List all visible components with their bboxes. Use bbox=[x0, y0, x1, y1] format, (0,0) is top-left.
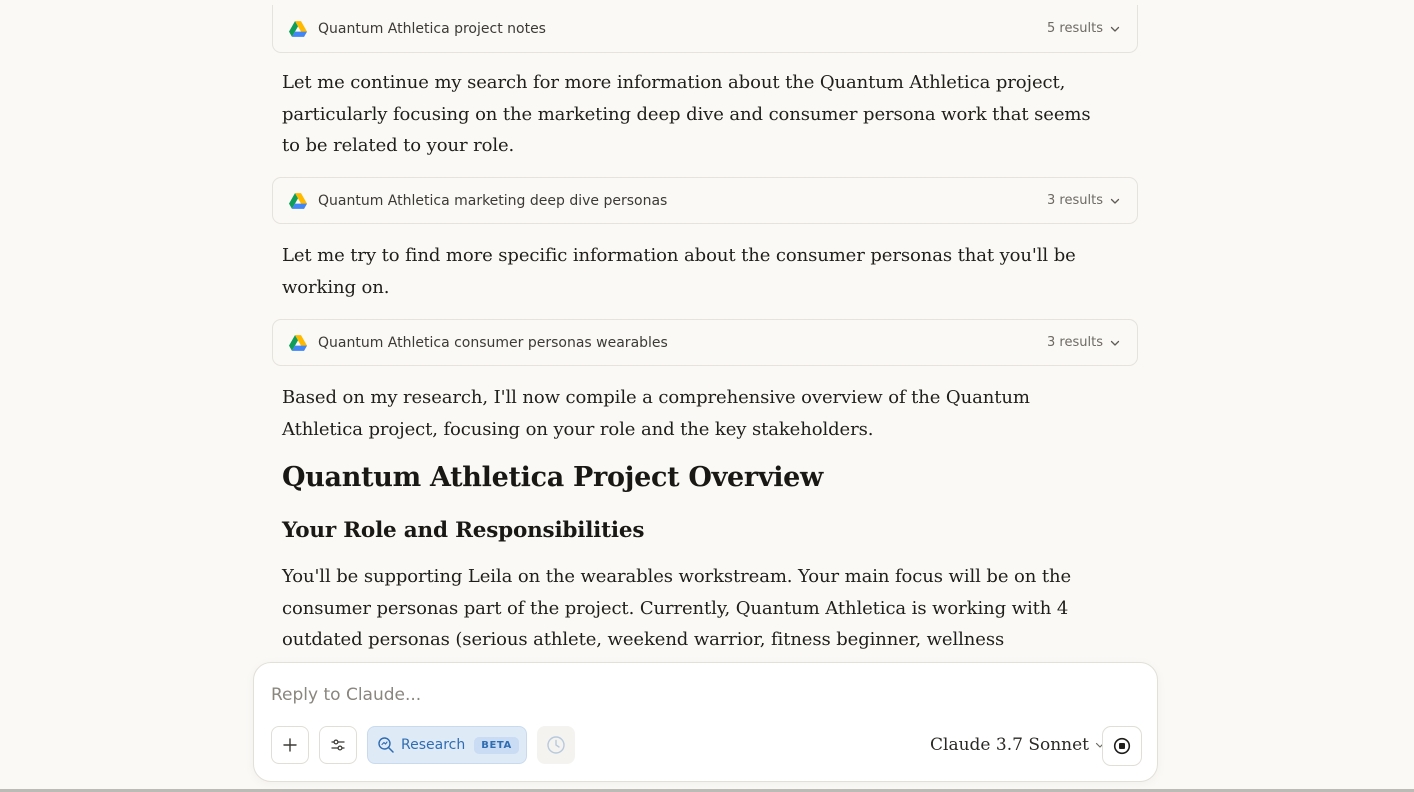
results-count-text: 3 results bbox=[1047, 193, 1103, 208]
section-heading: Quantum Athletica Project Overview bbox=[282, 462, 823, 493]
results-count bbox=[1047, 335, 1121, 350]
chevron-down-icon bbox=[1109, 337, 1121, 349]
sliders-icon bbox=[330, 737, 346, 753]
research-label: Research bbox=[401, 737, 466, 753]
chevron-down-icon bbox=[1109, 195, 1121, 207]
model-name: Claude 3.7 Sonnet bbox=[930, 735, 1089, 755]
beta-badge: BETA bbox=[474, 737, 519, 754]
reply-composer bbox=[253, 662, 1158, 782]
add-attachment-button[interactable] bbox=[271, 726, 309, 764]
tool-call-card[interactable] bbox=[272, 319, 1138, 366]
reply-input[interactable] bbox=[271, 680, 1131, 710]
google-drive-icon bbox=[289, 335, 307, 351]
tools-settings-button[interactable] bbox=[319, 726, 357, 764]
history-button[interactable] bbox=[537, 726, 575, 764]
model-selector[interactable] bbox=[930, 733, 1106, 757]
tool-call-label: Quantum Athletica marketing deep dive personas bbox=[318, 192, 668, 209]
tool-call-card[interactable] bbox=[272, 177, 1138, 224]
research-search-icon bbox=[377, 736, 395, 754]
tool-call-label: Quantum Athletica project notes bbox=[318, 20, 546, 37]
assistant-paragraph: Let me continue my search for more information about the Quantum Athletica project, particularly focusing on the marketing deep dive and consumer persona work that seems to be related to your role. bbox=[282, 72, 1091, 156]
results-count bbox=[1047, 21, 1121, 36]
assistant-paragraph: You'll be supporting Leila on the wearables workstream. Your main focus will be on the consumer personas part of the project. Currently, Quantum Athletica is working with 4 outdated personas (serious athlete, weekend warrior, fitness beginner, wellness bbox=[282, 566, 1072, 650]
tool-call-label: Quantum Athletica consumer personas wearables bbox=[318, 334, 668, 351]
google-drive-icon bbox=[289, 193, 307, 209]
assistant-paragraph: Let me try to find more specific information about the consumer personas that you'll be working on. bbox=[282, 245, 1076, 298]
assistant-paragraph: Based on my research, I'll now compile a comprehensive overview of the Quantum Athletica project, focusing on your role and the key stakeholders. bbox=[282, 387, 1030, 440]
stop-generation-button[interactable] bbox=[1102, 726, 1142, 766]
tool-call-card[interactable] bbox=[272, 5, 1138, 53]
results-count-text: 3 results bbox=[1047, 335, 1103, 350]
results-count bbox=[1047, 193, 1121, 208]
results-count-text: 5 results bbox=[1047, 21, 1103, 36]
subsection-heading: Your Role and Responsibilities bbox=[282, 518, 645, 543]
research-toggle-button[interactable] bbox=[367, 726, 527, 764]
chevron-down-icon bbox=[1109, 23, 1121, 35]
google-drive-icon bbox=[289, 21, 307, 37]
plus-icon bbox=[282, 737, 298, 753]
stop-icon bbox=[1113, 737, 1131, 755]
clock-icon bbox=[546, 735, 566, 755]
